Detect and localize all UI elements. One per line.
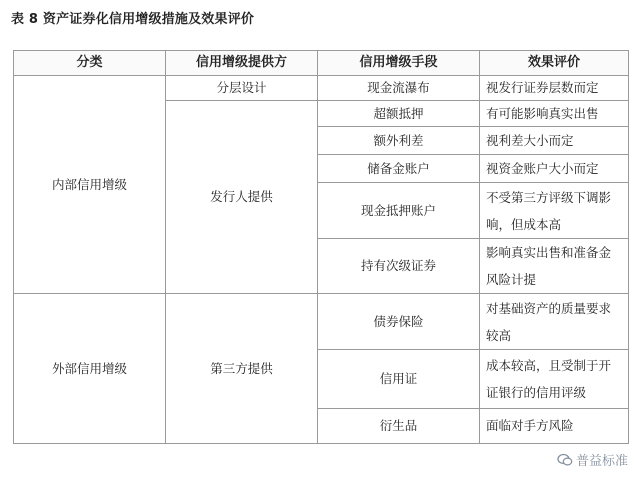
- means-cell: 现金抵押账户: [318, 183, 480, 239]
- effect-cell: 成本较高，且受制于开证银行的信用评级: [480, 350, 629, 409]
- effect-cell: 视发行证券层数而定: [480, 76, 629, 101]
- effect-cell: 视利差大小而定: [480, 127, 629, 155]
- wechat-icon: [557, 452, 573, 468]
- means-cell: 持有次级证券: [318, 239, 480, 294]
- means-cell: 超额抵押: [318, 101, 480, 127]
- effect-cell: 视资金账户大小而定: [480, 155, 629, 183]
- provider-issuer: 发行人提供: [166, 101, 318, 294]
- header-effect: 效果评价: [480, 51, 629, 76]
- provider-layered: 分层设计: [166, 76, 318, 101]
- header-means: 信用增级手段: [318, 51, 480, 76]
- means-cell: 储备金账户: [318, 155, 480, 183]
- means-cell: 衍生品: [318, 409, 480, 444]
- table-row: [14, 294, 629, 350]
- means-cell: 额外利差: [318, 127, 480, 155]
- watermark: [557, 450, 628, 469]
- category-external: 外部信用增级: [14, 294, 166, 444]
- effect-cell: 不受第三方评级下调影响，但成本高: [480, 183, 629, 239]
- table-row: [14, 76, 629, 101]
- means-cell: 债券保险: [318, 294, 480, 350]
- means-cell: 现金流瀑布: [318, 76, 480, 101]
- table-title: 表 8 资产证券化信用增级措施及效果评价: [11, 12, 255, 27]
- effect-cell: 影响真实出售和准备金风险计提: [480, 239, 629, 294]
- effect-cell: 面临对手方风险: [480, 409, 629, 444]
- category-internal: 内部信用增级: [14, 76, 166, 294]
- header-provider: 信用增级提供方: [166, 51, 318, 76]
- header-category: 分类: [14, 51, 166, 76]
- watermark-text: 普益标准: [575, 454, 628, 469]
- effect-cell: 有可能影响真实出售: [480, 101, 629, 127]
- provider-third-party: 第三方提供: [166, 294, 318, 444]
- effect-cell: 对基础资产的质量要求较高: [480, 294, 629, 350]
- means-cell: 信用证: [318, 350, 480, 409]
- table-header-row: [14, 51, 629, 76]
- credit-enhancement-table: [13, 50, 629, 444]
